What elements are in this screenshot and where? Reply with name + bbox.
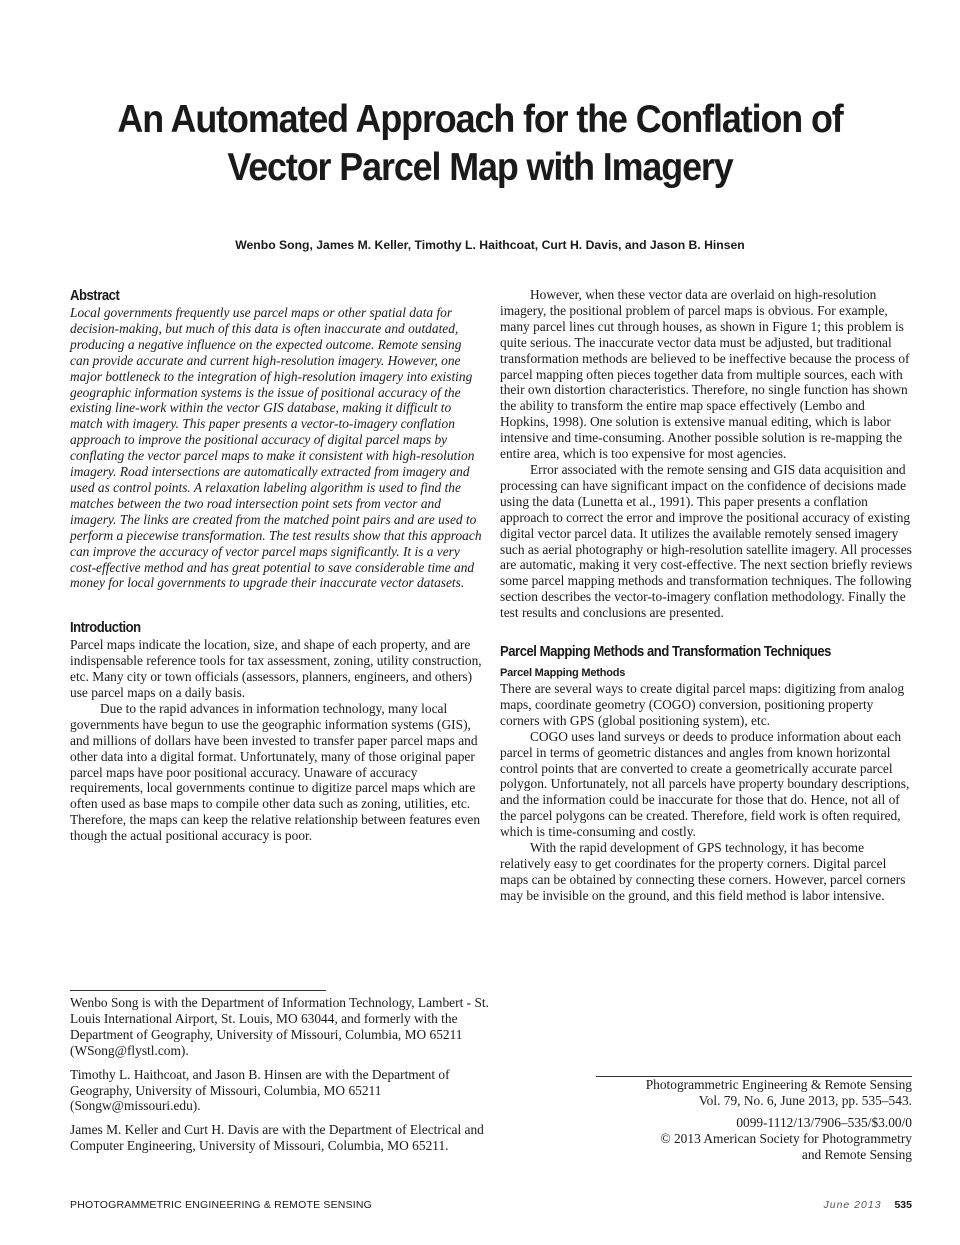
introduction-heading: Introduction bbox=[70, 620, 141, 637]
page-footer bbox=[824, 1199, 913, 1211]
journal-code: 0099-1112/13/7906–535/$3.00/0 bbox=[736, 1115, 912, 1130]
affiliation-note-2: Timothy L. Haithcoat, and Jason B. Hinsen are with the Department of Geography, University of Missouri, Columbia, MO 65211 (Songw@missouri.edu). bbox=[70, 1066, 450, 1114]
journal-info bbox=[560, 1077, 912, 1163]
body-paragraph-3: There are several ways to create digital parcel maps: digitizing from analog maps, coordinate geometry (COGO) conversion, positioning property corners with GPS (global positioning system), etc. bbox=[500, 681, 905, 728]
introduction-paragraph-1: Parcel maps indicate the location, size, and shape of each property, and are indispensable reference tools for tax assessment, zoning, utility construction, etc. Many city or town officials (assessors, planners, engineers, and others) use parcel maps on a daily basis. bbox=[70, 637, 482, 701]
introduction-paragraph-2: Due to the rapid advances in information technology, many local governments have begun to use the geographic information systems (GIS), and millions of dollars have been invested to transfer paper parcel maps and other data into a digital format. Unfortunately, many of those original paper parcel maps have poor positional accuracy. Unaware of accuracy requirements, local governments continue to digitize parcel maps which are often used as base maps to compile other data such as zoning, utilities, etc. Therefore, the maps can keep the relative relationship between features even though the actual positional accuracy is poor. bbox=[70, 700, 481, 844]
author-affiliations bbox=[70, 995, 490, 1162]
right-column bbox=[500, 287, 914, 904]
footnote-divider bbox=[70, 990, 326, 991]
running-footer-title: PHOTOGRAMMETRIC ENGINEERING & REMOTE SENSING bbox=[70, 1199, 373, 1211]
subsection-heading: Parcel Mapping Methods bbox=[500, 667, 626, 680]
paper-title bbox=[94, 96, 867, 192]
abstract-heading: Abstract bbox=[70, 288, 120, 304]
copyright-line-2: and Remote Sensing bbox=[801, 1147, 912, 1162]
body-paragraph-2: Error associated with the remote sensing and GIS data acquisition and processing can have significant impact on the confidence of decisions made using the data (Lunetta et al., 1991). This paper presents a conflation approach to correct the error and improve the positional accuracy of existing digital vector parcel data. It utilizes the available remotely sensed imagery such as aerial photography or high-resolution satellite imagery. All processes are automatic, making it very cost-effective. The next section briefly reviews some parcel mapping methods and transformation techniques. The following section describes the vector-to-imagery conflation methodology. Finally the test results and conclusions are presented. bbox=[500, 461, 913, 621]
affiliation-note-1: Wenbo Song is with the Department of Information Technology, Lambert - St. Louis International Airport, St. Louis, MO 63044, and formerly with the Department of Geography, University of Missouri, Columbia, MO 65211 (WSong@flystl.com). bbox=[70, 995, 489, 1058]
issue-date: June 2013 bbox=[823, 1199, 882, 1211]
page-number: 535 bbox=[894, 1199, 912, 1211]
body-paragraph-1: However, when these vector data are overlaid on high-resolution imagery, the positional problem of parcel maps is obvious. For example, many parcel lines cut through houses, as shown in Figure 1; this problem is quite serious. The inaccurate vector data must be adjusted, but traditional transformation methods are believed to be ineffective because the process of parcel mapping often pieces together data from multiple sources, each with their own distortion characteristics. Therefore, no single function has shown the ability to transform the entire map space effectively (Lembo and Hopkins, 1998). One solution is extensive manual editing, which is labor intensive and time-consuming. Another possible solution is re-mapping the entire area, which is too expensive for most agencies. bbox=[500, 287, 910, 462]
body-paragraph-4: COGO uses land surveys or deeds to produce information about each parcel in terms of geometric distances and angles from known horizontal control points that are converted to create a geometrically accurate parcel polygon. Unfortunately, not all parcels have property boundary descriptions, and the information could be inaccurate for those that do. Hence, not all of the parcel polygons can be created. Therefore, field work is often required, which is time-consuming and costly. bbox=[500, 728, 910, 840]
affiliation-note-3: James M. Keller and Curt H. Davis are with the Department of Electrical and Computer Engineering, University of Missouri, Columbia, MO 65211. bbox=[70, 1122, 484, 1154]
journal-volume: Vol. 79, No. 6, June 2013, pp. 535–543. bbox=[698, 1093, 912, 1108]
section-heading: Parcel Mapping Methods and Transformation Techniques bbox=[500, 644, 831, 661]
body-paragraph-5: With the rapid development of GPS technology, it has become relatively easy to get coordinates for the property corners. Digital parcel maps can be obtained by connecting these corners. However, parcel corners may be invisible on the ground, and this field method is labor intensive. bbox=[500, 840, 906, 903]
abstract-text: Local governments frequently use parcel maps or other spatial data for decision-making, but much of this data is often inaccurate and outdated, producing a negative influence on the expected outcome. Remote sensing can provide accurate and current high-resolution imagery. However, one major bottleneck to the integration of high-resolution imagery into existing geographic information systems is the issue of positional accuracy of the existing line-work within the vector GIS database, making it difficult to match with imagery. This paper presents a vector-to-imagery conflation approach to improve the positional accuracy of digital parcel maps by conflating the vector parcel maps to make it consistent with high-resolution imagery. Road intersections are automatically extracted from imagery and used as control points. A relaxation labeling algorithm is used to find the matches between the two road intersection point sets from vector and imagery. The links are created from the matched point pairs and are used to perform a piecewise transformation. The test results show that this approach can improve the accuracy of vector parcel maps significantly. It is a very cost-effective method and has great potential to save considerable time and money for local governments to upgrade their inaccurate vector datasets. bbox=[70, 305, 482, 591]
title-line-2: Vector Parcel Map with Imagery bbox=[227, 146, 733, 189]
title-line-1: An Automated Approach for the Conflation of bbox=[117, 98, 843, 141]
journal-name: Photogrammetric Engineering & Remote Sensing bbox=[645, 1077, 912, 1092]
left-column bbox=[70, 287, 484, 844]
copyright-line-1: © 2013 American Society for Photogrammetry bbox=[660, 1131, 912, 1146]
author-list: Wenbo Song, James M. Keller, Timothy L. Haithcoat, Curt H. Davis, and Jason B. Hinsen bbox=[235, 238, 745, 252]
